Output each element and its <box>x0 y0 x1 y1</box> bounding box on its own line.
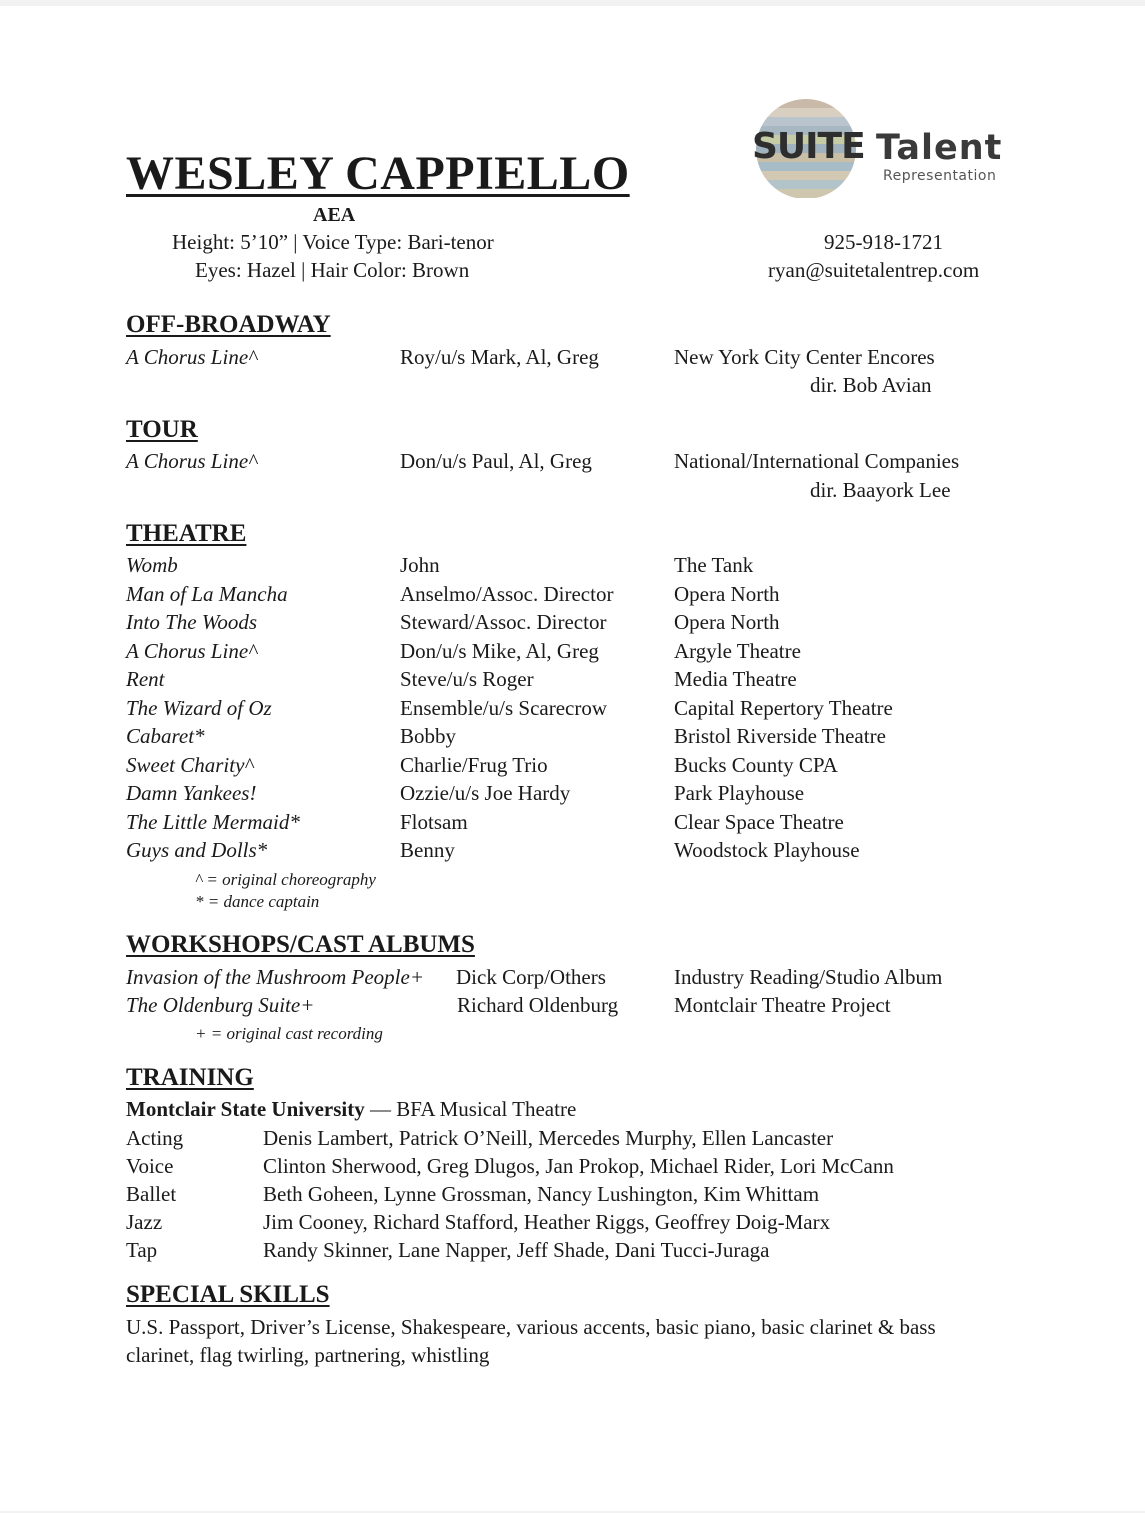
training-subject: Jazz <box>126 1210 163 1234</box>
training-degree: — BFA Musical Theatre <box>364 1097 577 1121</box>
credit-venue: Argyle Theatre <box>674 639 801 663</box>
credit-show: Invasion of the Mushroom People+ <box>126 965 425 989</box>
credit-show: Into The Woods <box>126 610 258 634</box>
skills-line-1: U.S. Passport, Driver’s License, Shakespeare, various accents, basic piano, basic clarinet & bass <box>126 1315 936 1339</box>
credit-venue: Media Theatre <box>674 667 797 691</box>
credit-show: Sweet Charity^ <box>126 753 254 777</box>
credit-show: The Little Mermaid* <box>126 810 300 834</box>
credit-role: Dick Corp/Others <box>456 965 606 989</box>
credit-show: Womb <box>126 553 178 577</box>
section-title-workshops: WORKSHOPS/CAST ALBUMS <box>126 931 475 958</box>
section-title-training: TRAINING <box>126 1064 254 1091</box>
logo-tagline: Representation <box>883 168 997 184</box>
credit-venue: Industry Reading/Studio Album <box>674 965 943 989</box>
credit-venue: The Tank <box>674 553 754 577</box>
credit-role: Ozzie/u/s Joe Hardy <box>400 781 571 805</box>
credit-role: Roy/u/s Mark, Al, Greg <box>400 345 599 369</box>
credit-venue: Park Playhouse <box>674 781 805 805</box>
logo-word-suite: SUITE <box>752 126 865 167</box>
skills-line-2: clarinet, flag twirling, partnering, whistling <box>126 1343 490 1367</box>
credit-show: Damn Yankees! <box>126 781 257 805</box>
performer-name: WESLEY CAPPIELLO <box>126 147 630 200</box>
credit-role: Flotsam <box>400 810 468 834</box>
resume-page <box>0 6 1145 1511</box>
section-title-tour: TOUR <box>126 416 198 443</box>
stats-eyes-hair: Eyes: Hazel | Hair Color: Brown <box>195 258 470 282</box>
union-affiliation: AEA <box>313 204 356 226</box>
credit-role: Steve/u/s Roger <box>400 667 534 691</box>
training-school: Montclair State University <box>126 1097 365 1121</box>
credit-show: Guys and Dolls* <box>126 838 268 862</box>
credit-venue: National/International Companies <box>674 449 960 473</box>
section-title-off-broadway: OFF-BROADWAY <box>126 311 331 338</box>
section-title-skills: SPECIAL SKILLS <box>126 1281 330 1308</box>
credit-role: Charlie/Frug Trio <box>400 753 548 777</box>
credit-venue: Clear Space Theatre <box>674 810 844 834</box>
credit-role: Richard Oldenburg <box>457 993 619 1017</box>
training-teachers: Jim Cooney, Richard Stafford, Heather Riggs, Geoffrey Doig-Marx <box>263 1210 831 1234</box>
credit-show: Cabaret* <box>126 724 205 748</box>
legend-dance-captain: * = dance captain <box>195 892 320 911</box>
training-subject: Acting <box>126 1126 184 1150</box>
credit-role: Benny <box>400 838 455 862</box>
agent-phone: 925-918-1721 <box>824 230 943 254</box>
training-teachers: Clinton Sherwood, Greg Dlugos, Jan Prokop, Michael Rider, Lori McCann <box>263 1154 894 1178</box>
stats-height-voice: Height: 5’10” | Voice Type: Bari-tenor <box>172 230 494 254</box>
credit-show: The Oldenburg Suite+ <box>126 993 315 1017</box>
legend-cast-recording: + = original cast recording <box>195 1024 383 1043</box>
credit-director: dir. Baayork Lee <box>810 478 951 502</box>
training-teachers: Randy Skinner, Lane Napper, Jeff Shade, Dani Tucci-Juraga <box>263 1238 770 1262</box>
credit-role: Anselmo/Assoc. Director <box>400 582 614 606</box>
training-teachers: Denis Lambert, Patrick O’Neill, Mercedes Murphy, Ellen Lancaster <box>263 1126 834 1150</box>
training-subject: Voice <box>126 1154 174 1178</box>
credit-venue: New York City Center Encores <box>674 345 935 369</box>
credit-venue: Opera North <box>674 610 780 634</box>
credit-venue: Montclair Theatre Project <box>674 993 891 1017</box>
credit-role: Don/u/s Paul, Al, Greg <box>400 449 592 473</box>
credit-role: Bobby <box>400 724 457 748</box>
training-teachers: Beth Goheen, Lynne Grossman, Nancy Lushington, Kim Whittam <box>263 1182 820 1206</box>
credit-venue: Woodstock Playhouse <box>674 838 860 862</box>
credit-show: The Wizard of Oz <box>126 696 272 720</box>
training-subject: Ballet <box>126 1182 177 1206</box>
credit-show: Man of La Mancha <box>126 582 288 606</box>
credit-director: dir. Bob Avian <box>810 373 932 397</box>
credit-venue: Capital Repertory Theatre <box>674 696 893 720</box>
credit-venue: Opera North <box>674 582 780 606</box>
credit-show: Rent <box>126 667 165 691</box>
agent-email[interactable]: ryan@suitetalentrep.com <box>768 258 980 282</box>
legend-choreography: ^ = original choreography <box>195 870 376 889</box>
credit-venue: Bucks County CPA <box>674 753 838 777</box>
credit-show: A Chorus Line^ <box>126 639 257 663</box>
credit-venue: Bristol Riverside Theatre <box>674 724 886 748</box>
training-subject: Tap <box>126 1238 158 1262</box>
logo-word-talent: Talent <box>876 128 1003 168</box>
credit-role: Ensemble/u/s Scarecrow <box>400 696 608 720</box>
section-title-theatre: THEATRE <box>126 520 247 547</box>
credit-show: A Chorus Line^ <box>126 449 257 473</box>
training-school-line <box>126 1097 576 1122</box>
credit-role: Don/u/s Mike, Al, Greg <box>400 639 599 663</box>
credit-show: A Chorus Line^ <box>126 345 257 369</box>
credit-role: Steward/Assoc. Director <box>400 610 607 634</box>
credit-role: John <box>400 553 440 577</box>
